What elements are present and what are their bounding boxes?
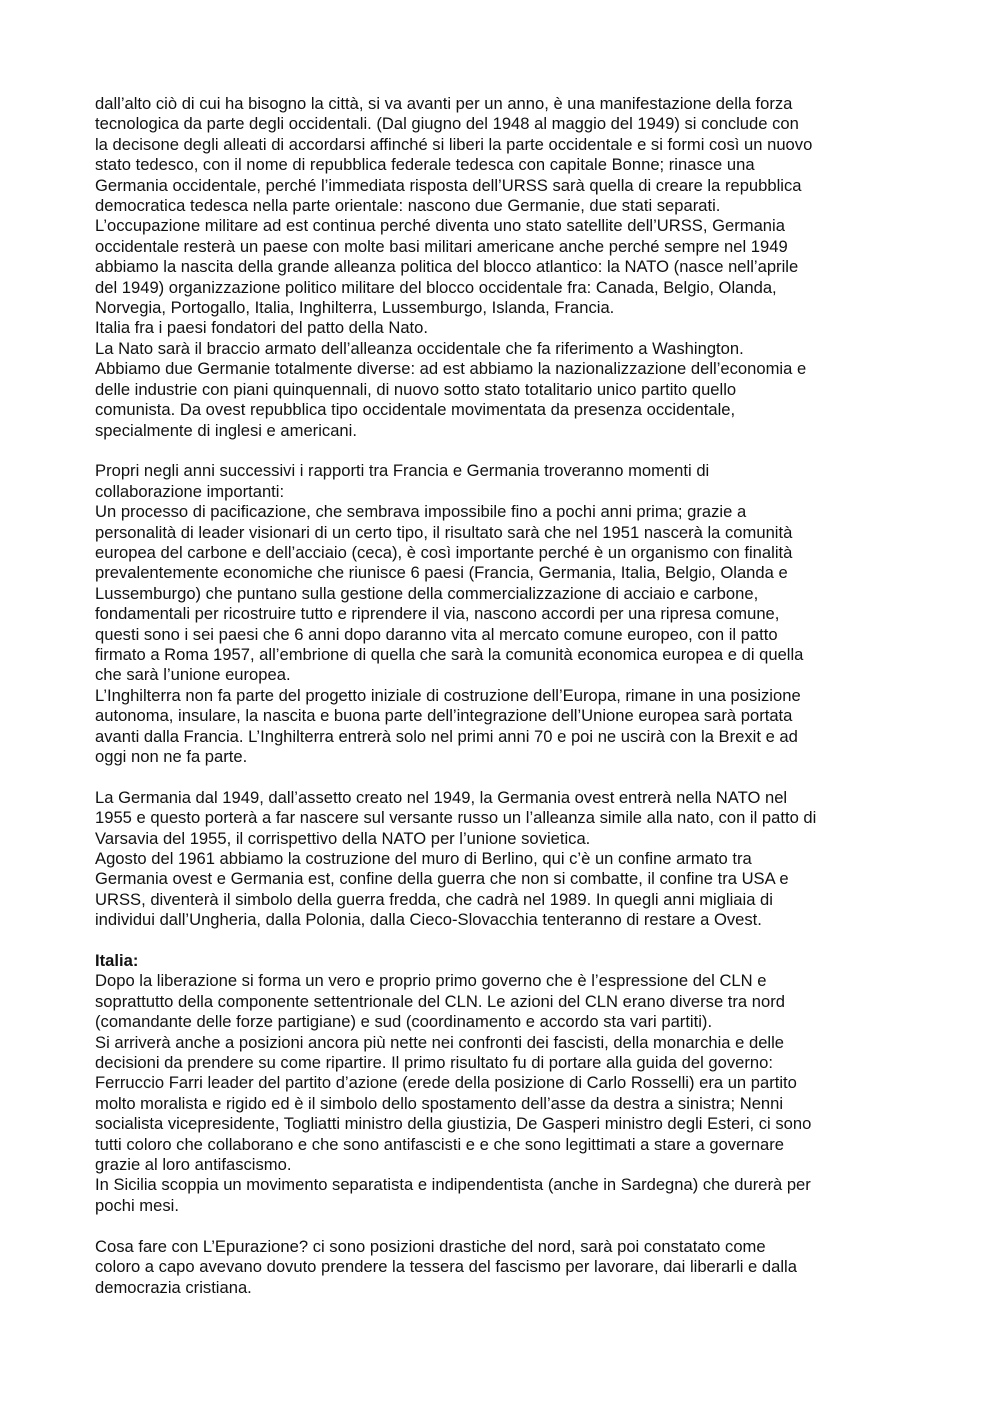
text-line: Ferruccio Farri leader del partito d’azione (erede della posizione di Carlo Rosselli) era un partito: [95, 1073, 797, 1093]
text-line: Propri negli anni successivi i rapporti tra Francia e Germania troveranno momenti di: [95, 461, 710, 481]
text-line: individui dall’Ungheria, dalla Polonia, dalla Cieco-Slovacchia tenteranno di restare a Ovest.: [95, 910, 762, 930]
text-line: tutti coloro che collaborano e che sono antifascisti e e che sono legittimati a stare a governare: [95, 1134, 785, 1154]
text-line: democrazia cristiana.: [95, 1277, 252, 1297]
text-line: Dopo la liberazione si forma un vero e proprio primo governo che è l’espressione del CLN e: [95, 971, 767, 991]
paragraph-epurazione: [95, 1237, 913, 1298]
section-heading-italia: Italia:: [95, 951, 139, 971]
text-line: democratica tedesca nella parte orientale: nascono due Germanie, due stati separati.: [95, 196, 721, 216]
text-line: molto moralista e rigido ed è il simbolo dello spostamento dell’asse da destra a sinistra; Nenni: [95, 1093, 784, 1113]
text-line: la decisone degli alleati di accordarsi affinché si liberi la parte occidentale e si formi così un nuovo: [95, 134, 813, 154]
paragraph-gap: [95, 767, 913, 787]
text-line: europea del carbone e dell’acciaio (ceca), è così importante perché è un organismo con finalità: [95, 542, 793, 562]
text-line: oggi non ne fa parte.: [95, 746, 248, 766]
text-line: Agosto del 1961 abbiamo la costruzione del muro di Berlino, qui c’è un confine armato tra: [95, 849, 752, 868]
text-line: L’occupazione militare ad est continua perché diventa uno stato satellite dell’URSS, Germania: [95, 216, 785, 236]
text-line: La Nato sarà il braccio armato dell’alleanza occidentale che fa riferimento a Washington.: [95, 338, 744, 358]
text-line: La Germania dal 1949, dall’assetto creato nel 1949, la Germania ovest entrerà nella NATO nel: [95, 787, 788, 807]
text-line: Lussemburgo) che puntano sulla gestione della commercializzazione di acciaio e carbone,: [95, 583, 759, 603]
text-line: questi sono i sei paesi che 6 anni dopo daranno vita al mercato comune europeo, con il patto: [95, 624, 778, 644]
text-line: occidentale resterà un paese con molte basi militari americane anche perché sempre nel 1949: [95, 236, 788, 256]
text-line: Norvegia, Portogallo, Italia, Inghilterra, Lussemburgo, Islanda, Francia.: [95, 298, 615, 318]
text-line: abbiamo la nascita della grande alleanza politica del blocco atlantico: la NATO (nasce nell’aprile: [95, 257, 799, 277]
text-line: avanti dalla Francia. L’Inghilterra entrerà solo nel primi anni 70 e poi ne uscirà con la Brexit e ad: [95, 726, 798, 746]
document-page: [95, 94, 913, 1298]
text-line: socialista vicepresidente, Togliatti ministro della giustizia, De Gasperi ministro degli Esteri, ci sono: [95, 1114, 812, 1134]
paragraph-france-germany: [95, 461, 913, 767]
text-line: coloro a capo avevano dovuto prendere la tessera del fascismo per lavorare, dai liberarli e dalla: [95, 1257, 797, 1277]
text-line: autonoma, insulare, la nascita e buona parte dell’integrazione dell’Unione europea sarà portata: [95, 706, 793, 726]
text-line: fondamentali per ricostruire tutto e riprendere il via, nascono accordi per una ripresa comune,: [95, 604, 780, 624]
text-line: personalità di leader visionari di un certo tipo, il risultato sarà che nel 1951 nascerà la comunità: [95, 522, 793, 542]
text-line: grazie al loro antifascismo.: [95, 1155, 292, 1175]
text-line: che sarà l’unione europea.: [95, 665, 291, 685]
text-line: pochi mesi.: [95, 1195, 179, 1215]
text-line: Germania occidentale, perché l’immediata risposta dell’URSS sarà quella di creare la repubblica: [95, 175, 802, 195]
text-line: decisioni da prendere su come ripartire. Il primo risultato fu di portare alla guida del governo:: [95, 1053, 773, 1073]
text-line: collaborazione importanti:: [95, 481, 285, 501]
text-line: delle industrie con piani quinquennali, di nuovo sotto stato totalitario unico partito quello: [95, 379, 737, 399]
text-line: comunista. Da ovest repubblica tipo occidentale movimentata da presenza occidentale,: [95, 400, 736, 420]
text-line: stato tedesco, con il nome di repubblica federale tedesca con capitale Bonne; rinasce una: [95, 155, 755, 175]
paragraph-gap: [95, 441, 913, 461]
text-line: Si arriverà anche a posizioni ancora più nette nei confronti dei fascisti, della monarchia e delle: [95, 1032, 785, 1052]
text-line: soprattutto della componente settentrionale del CLN. Le azioni del CLN erano diverse tra nord: [95, 991, 785, 1011]
text-line: Germania ovest e Germania est, confine della guerra che non si combatte, il confine tra USA e: [95, 869, 789, 889]
text-line: tecnologica da parte degli occidentali. (Dal giugno del 1948 al maggio del 1949) si conclude con: [95, 114, 799, 134]
paragraph-nato-berlin: [95, 788, 913, 931]
text-line: del 1949) organizzazione politico militare del blocco occidentale fra: Canada, Belgio, Olanda,: [95, 277, 777, 297]
paragraph-gap: [95, 1216, 913, 1236]
text-line: In Sicilia scoppia un movimento separatista e indipendentista (anche in Sardegna) che durerà per: [95, 1175, 811, 1195]
text-line: Abbiamo due Germanie totalmente diverse: ad est abbiamo la nazionalizzazione dell’economia e: [95, 359, 807, 379]
text-line: prevalentemente economiche che riunisce 6 paesi (Francia, Germania, Italia, Belgio, Olanda e: [95, 563, 788, 583]
text-line: specialmente di inglesi e americani.: [95, 420, 357, 440]
text-line: Un processo di pacificazione, che sembrava impossibile fino a pochi anni prima; grazie a: [95, 502, 747, 522]
text-line: L’Inghilterra non fa parte del progetto iniziale di costruzione dell’Europa, rimane in una posizione: [95, 685, 801, 705]
text-line: URSS, diventerà il simbolo della guerra fredda, che cadrà nel 1989. In quegli anni migliaia di: [95, 889, 773, 909]
text-line: Varsavia del 1955, il corrispettivo della NATO per l’unione sovietica.: [95, 828, 591, 848]
paragraph-gap: [95, 931, 913, 951]
text-line: Cosa fare con L’Epurazione? ci sono posizioni drastiche del nord, sarà poi constatato come: [95, 1236, 766, 1256]
paragraph-italia: [95, 971, 913, 1216]
text-line: Italia fra i paesi fondatori del patto della Nato.: [95, 318, 429, 338]
text-line: firmato a Roma 1957, all’embrione di quella che sarà la comunità economica europea e di quella: [95, 644, 804, 664]
paragraph-germany-division: [95, 94, 913, 441]
text-line: (comandante delle forze partigiane) e sud (coordinamento e accordo sta vari partiti).: [95, 1012, 713, 1032]
text-line: 1955 e questo porterà a far nascere sul versante russo un l’alleanza simile alla nato, con il patto di: [95, 808, 817, 828]
text-line: dall’alto ciò di cui ha bisogno la città, si va avanti per un anno, è una manifestazione della forza: [95, 94, 793, 113]
